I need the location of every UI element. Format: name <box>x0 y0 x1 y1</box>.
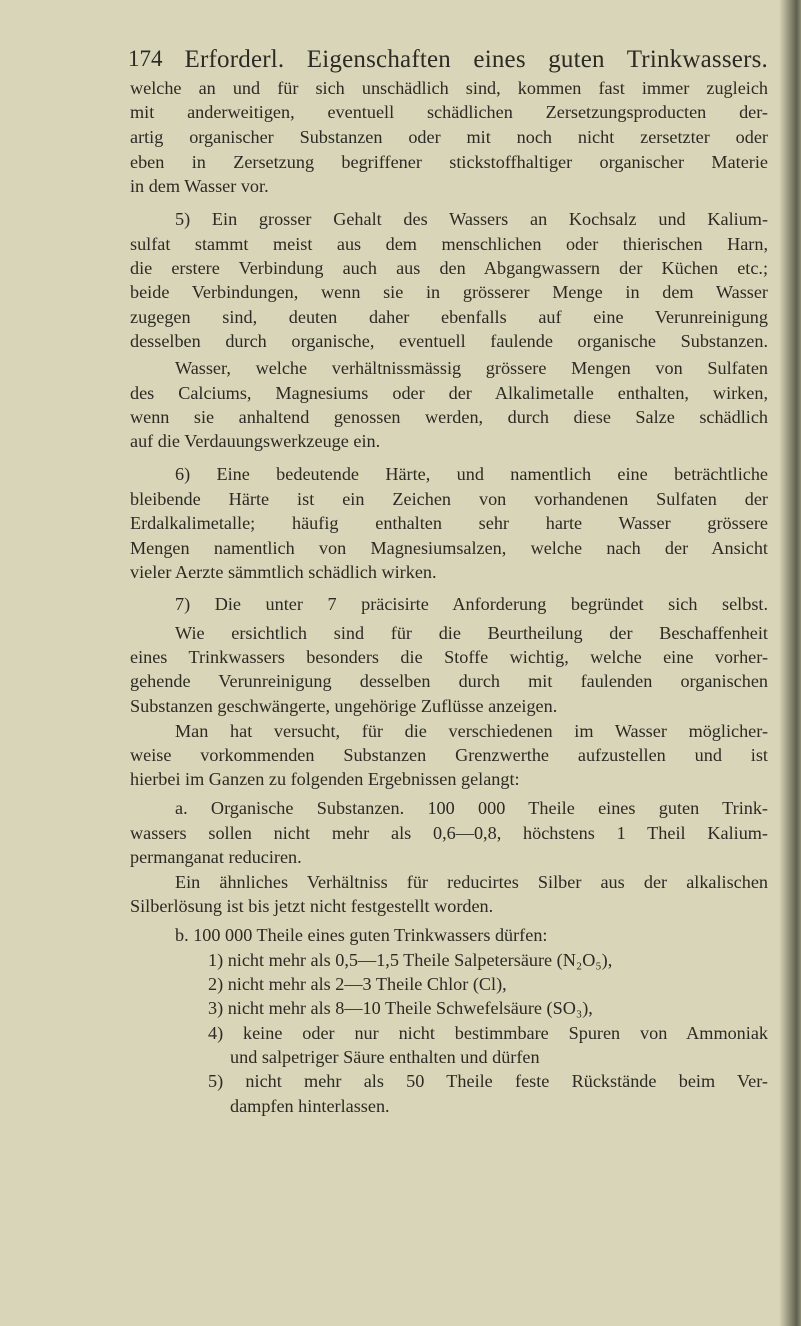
text-line: und salpetriger Säure enthalten und dürfen <box>230 1047 540 1067</box>
text-line: 5) nicht mehr als 50 Theile feste Rückstände beim Ver- <box>208 1071 768 1091</box>
text-line: 3) nicht mehr als 8—10 Theile Schwefelsäure (SO₃), <box>208 998 593 1018</box>
text-line: dampfen hinterlassen. <box>230 1096 390 1116</box>
text-line: bleibende Härte ist ein Zeichen von vorhandenen Sulfaten der <box>130 489 768 509</box>
text-line: eines Trinkwassers besonders die Stoffe wichtig, welche eine vorher- <box>130 647 768 667</box>
text-line: weise vorkommenden Substanzen Grenzwerthe aufzustellen und ist <box>130 745 768 765</box>
page-number: 174 <box>128 46 163 71</box>
text-line: artig organischer Substanzen oder mit noch nicht zersetzter oder <box>130 127 768 147</box>
text-line: 6) Eine bedeutende Härte, und namentlich eine beträchtliche <box>175 464 768 484</box>
text-line: Wie ersichtlich sind für die Beurtheilung der Beschaffenheit <box>175 623 768 643</box>
text-line: Substanzen geschwängerte, ungehörige Zuflüsse anzeigen. <box>130 696 558 716</box>
text-line: wenn sie anhaltend genossen werden, durch diese Salze schädlich <box>130 407 768 427</box>
text-line: 5) Ein grosser Gehalt des Wassers an Kochsalz und Kalium- <box>175 209 768 229</box>
text-line: beide Verbindungen, wenn sie in grösserer Menge in dem Wasser <box>130 282 768 302</box>
text-line: Man hat versucht, für die verschiedenen im Wasser möglicher- <box>175 721 768 741</box>
running-header <box>128 46 768 74</box>
text-line: desselben durch organische, eventuell faulende organische Substanzen. <box>130 331 768 351</box>
text-line: Mengen namentlich von Magnesiumsalzen, welche nach der Ansicht <box>130 538 768 558</box>
book-edge <box>779 0 801 1326</box>
text-line: a. Organische Substanzen. 100 000 Theile eines guten Trink- <box>175 798 768 818</box>
text-line: mit anderweitigen, eventuell schädlichen Zersetzungsproducten der- <box>130 102 768 122</box>
text-line: permanganat reduciren. <box>130 847 302 867</box>
text-line: b. 100 000 Theile eines guten Trinkwassers dürfen: <box>175 925 548 945</box>
text-line: in dem Wasser vor. <box>130 176 269 196</box>
text-line: sulfat stammt meist aus dem menschlichen oder thierischen Harn, <box>130 234 768 254</box>
text-line: zugegen sind, deuten daher ebenfalls auf eine Verunreinigung <box>130 307 768 327</box>
text-line: die erstere Verbindung auch aus den Abgangwassern der Küchen etc.; <box>130 258 768 278</box>
text-line: Erdalkalimetalle; häufig enthalten sehr harte Wasser grössere <box>130 513 768 533</box>
text-line: 4) keine oder nur nicht bestimmbare Spuren von Ammoniak <box>208 1023 768 1043</box>
text-line: auf die Verdauungswerkzeuge ein. <box>130 431 381 451</box>
text-line: Silberlösung ist bis jetzt nicht festgestellt worden. <box>130 896 494 916</box>
text-line: welche an und für sich unschädlich sind, kommen fast immer zugleich <box>130 78 768 98</box>
text-line: Wasser, welche verhältnissmässig grössere Mengen von Sulfaten <box>175 358 768 378</box>
text-line: 7) Die unter 7 präcisirte Anforderung begründet sich selbst. <box>175 594 768 614</box>
text-line: 1) nicht mehr als 0,5—1,5 Theile Salpetersäure (N₂O₅), <box>208 950 613 970</box>
text-line: Ein ähnliches Verhältniss für reducirtes Silber aus der alkalischen <box>175 872 768 892</box>
running-title: Erforderl. Eigenschaften eines guten Trinkwassers. <box>184 46 768 73</box>
text-line: wassers sollen nicht mehr als 0,6—0,8, höchstens 1 Theil Kalium- <box>130 823 768 843</box>
text-line: gehende Verunreinigung desselben durch mit faulenden organischen <box>130 671 768 691</box>
text-line: eben in Zersetzung begriffener stickstoffhaltiger organischer Materie <box>130 152 768 172</box>
text-line: vieler Aerzte sämmtlich schädlich wirken. <box>130 562 437 582</box>
text-line: des Calciums, Magnesiums oder der Alkalimetalle enthalten, wirken, <box>130 383 768 403</box>
text-line: 2) nicht mehr als 2—3 Theile Chlor (Cl), <box>208 974 507 994</box>
text-line: hierbei im Ganzen zu folgenden Ergebnissen gelangt: <box>130 769 520 789</box>
